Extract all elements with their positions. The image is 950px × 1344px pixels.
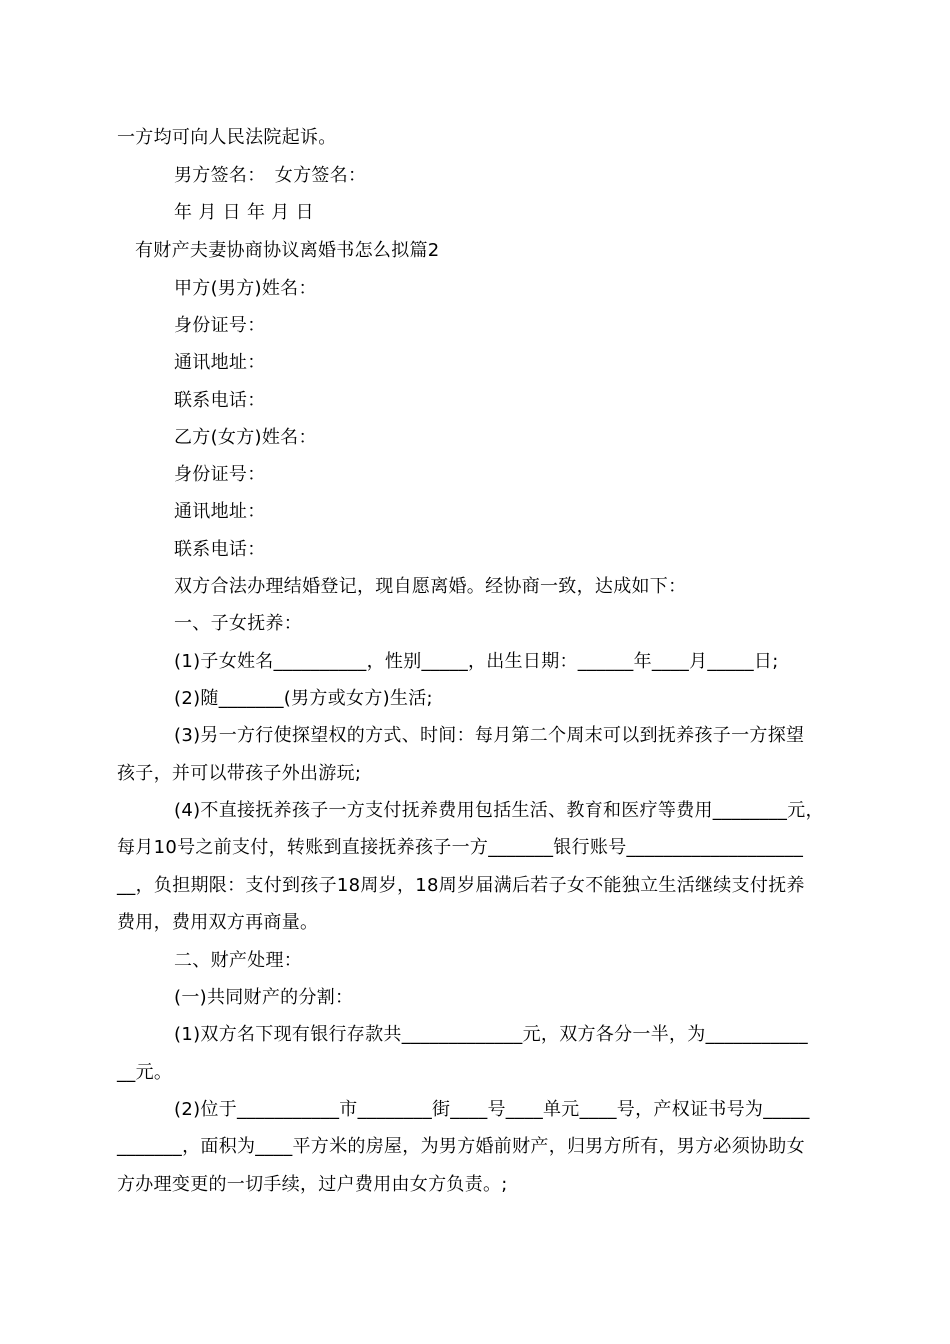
clause-item: (2)位于___________市________街____号____单元____号，产权证书号为_____ xyxy=(174,1099,810,1120)
clause-item-continuation: 方办理变更的一切手续，过户费用由女方负责。; xyxy=(117,1174,508,1195)
clause-item-continuation: 孩子，并可以带孩子外出游玩; xyxy=(117,763,362,784)
form-field-label: 联系电话： xyxy=(174,390,266,411)
paragraph: 双方合法办理结婚登记，现自愿离婚。经协商一致，达成如下： xyxy=(174,576,687,597)
text-line: 一方均可向人民法院起诉。 xyxy=(117,127,337,148)
clause-item-continuation: 费用，费用双方再商量。 xyxy=(117,912,319,933)
clause-item-continuation: 每月10号之前支付，转账到直接抚养孩子一方_______银行账号___________________ xyxy=(117,837,804,858)
clause-item: (1)子女姓名__________，性别_____，出生日期：______年____月_____日; xyxy=(174,651,779,672)
clause-item: (4)不直接抚养孩子一方支付抚养费用包括生活、教育和医疗等费用________元， xyxy=(174,800,824,821)
clause-item-continuation: __，负担期限：支付到孩子18周岁，18周岁届满后若子女不能独立生活继续支付抚养 xyxy=(117,875,805,896)
sub-clause-heading: (一)共同财产的分割： xyxy=(174,987,354,1008)
clause-heading: 二、财产处理： xyxy=(174,950,303,971)
clause-item: (2)随_______(男方或女方)生活; xyxy=(174,688,433,709)
clause-item: (1)双方名下现有银行存款共_____________元，双方各分一半，为___________ xyxy=(174,1024,808,1045)
form-field-label: 联系电话： xyxy=(174,539,266,560)
form-field-label: 身份证号： xyxy=(174,315,266,336)
form-field-label: 通讯地址： xyxy=(174,501,266,522)
form-field-label: 身份证号： xyxy=(174,464,266,485)
clause-item-continuation: _______，面积为____平方米的房屋，为男方婚前财产，归男方所有，男方必须协助女 xyxy=(117,1136,805,1157)
form-field-label: 通讯地址： xyxy=(174,352,266,373)
date-line: 年 月 日 年 月 日 xyxy=(174,202,314,223)
section-heading: 有财产夫妻协商协议离婚书怎么拟篇2 xyxy=(135,240,440,261)
clause-item: (3)另一方行使探望权的方式、时间：每月第二个周末可以到抚养孩子一方探望 xyxy=(174,725,805,746)
form-field-label: 乙方(女方)姓名： xyxy=(174,427,317,448)
clause-heading: 一、子女抚养： xyxy=(174,613,303,634)
form-field-label: 甲方(男方)姓名： xyxy=(174,278,317,299)
signature-line: 男方签名： 女方签名： xyxy=(174,165,367,186)
clause-item-continuation: __元。 xyxy=(117,1062,173,1083)
